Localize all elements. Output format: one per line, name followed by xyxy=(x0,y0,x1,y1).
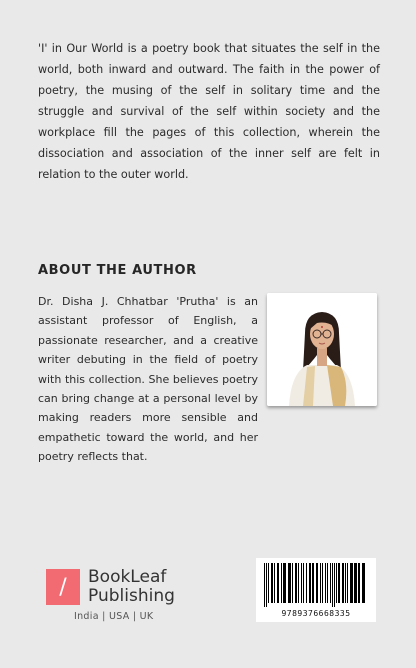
barcode-bar xyxy=(264,563,265,607)
barcode-bar xyxy=(325,563,326,603)
publisher-logo-mark: / xyxy=(46,569,80,605)
barcode-bar xyxy=(271,563,273,603)
barcode-bar xyxy=(327,563,328,603)
barcode-bar xyxy=(268,563,269,603)
publisher-name-line2: Publishing xyxy=(88,586,175,606)
barcode-bar xyxy=(342,563,344,603)
barcode-bar xyxy=(292,563,293,603)
barcode-bar xyxy=(298,563,299,603)
barcode-bar xyxy=(295,563,297,603)
barcode-bar xyxy=(301,563,302,603)
barcode-bar xyxy=(281,563,282,603)
barcode-bar xyxy=(345,563,346,603)
barcode-bar xyxy=(354,563,357,603)
barcode-bar xyxy=(347,563,348,603)
publisher-name xyxy=(88,568,175,606)
barcode-bar xyxy=(283,563,286,603)
author-photo xyxy=(267,293,377,406)
barcode-bar xyxy=(334,563,335,607)
barcode-bar xyxy=(306,563,307,603)
publisher-name-line1: BookLeaf xyxy=(88,567,167,587)
barcode-bar xyxy=(277,563,279,603)
barcode-bar xyxy=(358,563,360,603)
barcode-bar xyxy=(266,563,267,607)
barcode-bar xyxy=(303,563,304,603)
barcode-bar xyxy=(362,563,365,603)
isbn-barcode xyxy=(256,558,376,622)
barcode-bar xyxy=(330,563,331,603)
barcode-bar xyxy=(288,563,291,603)
about-author-heading: ABOUT THE AUTHOR xyxy=(38,263,197,278)
barcode-bar xyxy=(320,563,321,603)
barcode-bars xyxy=(264,563,368,607)
barcode-bar xyxy=(338,563,340,603)
barcode-bar xyxy=(322,563,323,603)
isbn-number: 9789376668335 xyxy=(281,609,351,618)
barcode-bar xyxy=(350,563,353,603)
back-cover-blurb: 'I' in Our World is a poetry book that situates the self in the world, both inward and outward. The faith in the power of poetry, the musing of the self in solitary time and the struggle and survival of the self within society and the workplace fill the pages of this collection, wherein the dissociation and association of the inner self are felt in relation to the outer world. xyxy=(38,42,380,181)
publisher-locations: India | USA | UK xyxy=(74,611,154,622)
barcode-bar xyxy=(274,563,275,603)
barcode-bar xyxy=(309,563,311,603)
barcode-bar xyxy=(336,563,337,603)
barcode-bar xyxy=(312,563,314,603)
barcode-bar xyxy=(316,563,318,603)
author-bio: Dr. Disha J. Chhatbar 'Prutha' is an assistant professor of English, a passionate researcher, and a creative writer debuting in the field of poetry with this collection. She believes poetry can bring change at a personal level by making readers more sensible and empathetic toward the world, and her poetry reflects that. xyxy=(38,295,258,464)
barcode-bar xyxy=(332,563,333,607)
publisher-logo xyxy=(46,568,175,606)
